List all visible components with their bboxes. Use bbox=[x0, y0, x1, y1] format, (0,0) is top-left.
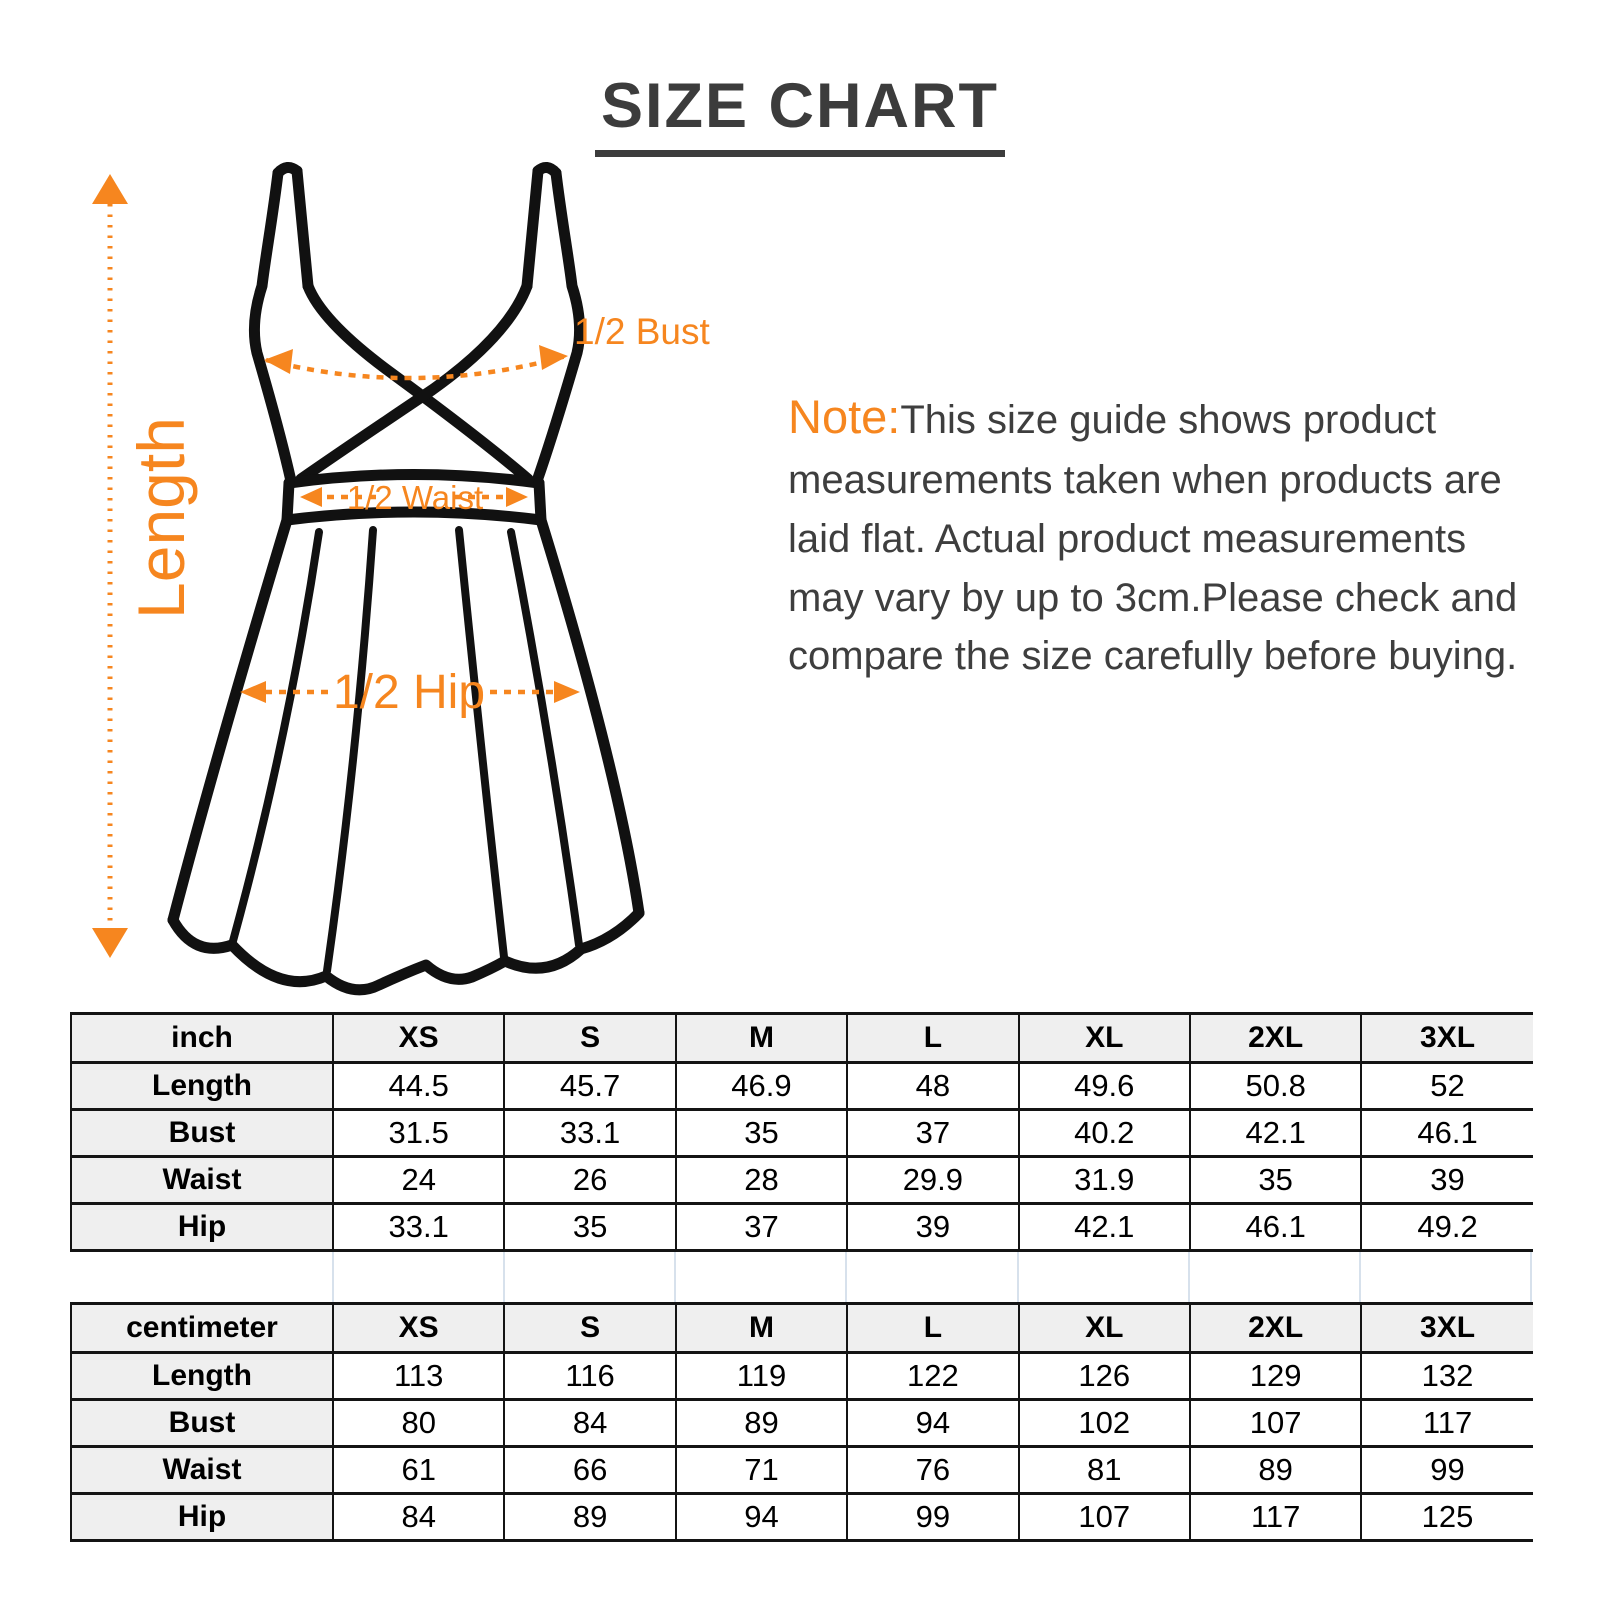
table-row bbox=[71, 1353, 1533, 1400]
value-cell: 40.2 bbox=[1019, 1110, 1190, 1157]
table-row bbox=[71, 1400, 1533, 1447]
row-label-cell: Hip bbox=[71, 1204, 333, 1251]
size-header-cell: M bbox=[676, 1304, 847, 1353]
value-cell: 61 bbox=[333, 1447, 504, 1494]
size-header-cell: L bbox=[847, 1014, 1018, 1063]
size-header-cell: XL bbox=[1019, 1304, 1190, 1353]
size-header-cell: L bbox=[847, 1304, 1018, 1353]
row-label-cell: Length bbox=[71, 1353, 333, 1400]
value-cell: 28 bbox=[676, 1157, 847, 1204]
value-cell: 35 bbox=[504, 1204, 675, 1251]
size-header-cell: XS bbox=[333, 1304, 504, 1353]
value-cell: 46.1 bbox=[1361, 1110, 1532, 1157]
value-cell: 48 bbox=[847, 1063, 1018, 1110]
value-cell: 122 bbox=[847, 1353, 1018, 1400]
value-cell: 119 bbox=[676, 1353, 847, 1400]
gap-column-line bbox=[674, 1252, 845, 1302]
value-cell: 42.1 bbox=[1019, 1204, 1190, 1251]
gap-column-line bbox=[845, 1252, 1016, 1302]
value-cell: 81 bbox=[1019, 1447, 1190, 1494]
size-header-cell: M bbox=[676, 1014, 847, 1063]
waist-label: 1/2 Waist bbox=[346, 479, 484, 516]
length-label: Length bbox=[124, 417, 198, 619]
table-row bbox=[71, 1157, 1533, 1204]
value-cell: 29.9 bbox=[847, 1157, 1018, 1204]
size-header-cell: S bbox=[504, 1014, 675, 1063]
value-cell: 129 bbox=[1190, 1353, 1361, 1400]
size-table-inch bbox=[70, 1012, 1533, 1252]
dress-diagram bbox=[60, 140, 820, 1020]
value-cell: 113 bbox=[333, 1353, 504, 1400]
value-cell: 80 bbox=[333, 1400, 504, 1447]
value-cell: 33.1 bbox=[504, 1110, 675, 1157]
value-cell: 125 bbox=[1361, 1494, 1532, 1541]
value-cell: 39 bbox=[847, 1204, 1018, 1251]
value-cell: 117 bbox=[1361, 1400, 1532, 1447]
value-cell: 66 bbox=[504, 1447, 675, 1494]
value-cell: 94 bbox=[676, 1494, 847, 1541]
value-cell: 89 bbox=[504, 1494, 675, 1541]
value-cell: 99 bbox=[847, 1494, 1018, 1541]
value-cell: 89 bbox=[676, 1400, 847, 1447]
value-cell: 46.9 bbox=[676, 1063, 847, 1110]
value-cell: 45.7 bbox=[504, 1063, 675, 1110]
value-cell: 52 bbox=[1361, 1063, 1532, 1110]
value-cell: 33.1 bbox=[333, 1204, 504, 1251]
value-cell: 116 bbox=[504, 1353, 675, 1400]
value-cell: 24 bbox=[333, 1157, 504, 1204]
length-arrow bbox=[92, 174, 128, 958]
dress-outline bbox=[173, 167, 639, 989]
unit-header-cell: centimeter bbox=[71, 1304, 333, 1353]
size-header-cell: XS bbox=[333, 1014, 504, 1063]
size-header-cell: XL bbox=[1019, 1014, 1190, 1063]
value-cell: 49.6 bbox=[1019, 1063, 1190, 1110]
bust-label: 1/2 Bust bbox=[574, 311, 710, 352]
value-cell: 132 bbox=[1361, 1353, 1532, 1400]
value-cell: 46.1 bbox=[1190, 1204, 1361, 1251]
value-cell: 42.1 bbox=[1190, 1110, 1361, 1157]
size-tables bbox=[70, 1012, 1532, 1542]
row-label-cell: Bust bbox=[71, 1110, 333, 1157]
table-gap bbox=[332, 1252, 1532, 1302]
gap-column-line bbox=[1188, 1252, 1359, 1302]
value-cell: 99 bbox=[1361, 1447, 1532, 1494]
value-cell: 31.9 bbox=[1019, 1157, 1190, 1204]
row-label-cell: Waist bbox=[71, 1157, 333, 1204]
value-cell: 102 bbox=[1019, 1400, 1190, 1447]
dress-diagram-svg bbox=[60, 140, 820, 1020]
value-cell: 35 bbox=[1190, 1157, 1361, 1204]
size-header-cell: 2XL bbox=[1190, 1304, 1361, 1353]
value-cell: 37 bbox=[847, 1110, 1018, 1157]
size-header-cell: 3XL bbox=[1361, 1304, 1532, 1353]
hip-label: 1/2 Hip bbox=[332, 666, 486, 719]
hip-arrow-left bbox=[240, 681, 328, 703]
gap-column-line bbox=[332, 1252, 503, 1302]
value-cell: 37 bbox=[676, 1204, 847, 1251]
page-title: SIZE CHART bbox=[595, 70, 1005, 157]
note-prefix: Note: bbox=[788, 390, 901, 443]
value-cell: 107 bbox=[1190, 1400, 1361, 1447]
bust-arrow bbox=[264, 345, 568, 378]
table-row bbox=[71, 1204, 1533, 1251]
value-cell: 44.5 bbox=[333, 1063, 504, 1110]
value-cell: 117 bbox=[1190, 1494, 1361, 1541]
value-cell: 71 bbox=[676, 1447, 847, 1494]
table-header-row bbox=[71, 1014, 1533, 1063]
value-cell: 126 bbox=[1019, 1353, 1190, 1400]
value-cell: 89 bbox=[1190, 1447, 1361, 1494]
gap-column-line bbox=[1359, 1252, 1532, 1302]
row-label-cell: Length bbox=[71, 1063, 333, 1110]
table-row bbox=[71, 1110, 1533, 1157]
size-header-cell: 3XL bbox=[1361, 1014, 1532, 1063]
value-cell: 76 bbox=[847, 1447, 1018, 1494]
unit-header-cell: inch bbox=[71, 1014, 333, 1063]
gap-column-line bbox=[503, 1252, 674, 1302]
value-cell: 35 bbox=[676, 1110, 847, 1157]
size-header-cell: 2XL bbox=[1190, 1014, 1361, 1063]
table-header-row bbox=[71, 1304, 1533, 1353]
value-cell: 84 bbox=[504, 1400, 675, 1447]
value-cell: 26 bbox=[504, 1157, 675, 1204]
value-cell: 39 bbox=[1361, 1157, 1532, 1204]
note-body: This size guide shows product measurements taken when products are laid flat. Actual product measurements may vary by up to 3cm.Please check and compare the size carefully before buying. bbox=[788, 398, 1518, 679]
table-row bbox=[71, 1447, 1533, 1494]
row-label-cell: Hip bbox=[71, 1494, 333, 1541]
row-label-cell: Bust bbox=[71, 1400, 333, 1447]
value-cell: 49.2 bbox=[1361, 1204, 1532, 1251]
size-table-cm bbox=[70, 1302, 1533, 1542]
row-label-cell: Waist bbox=[71, 1447, 333, 1494]
size-header-cell: S bbox=[504, 1304, 675, 1353]
value-cell: 84 bbox=[333, 1494, 504, 1541]
table-row bbox=[71, 1063, 1533, 1110]
value-cell: 107 bbox=[1019, 1494, 1190, 1541]
note-text bbox=[788, 382, 1532, 686]
gap-column-line bbox=[1017, 1252, 1188, 1302]
value-cell: 50.8 bbox=[1190, 1063, 1361, 1110]
table-row bbox=[71, 1494, 1533, 1541]
value-cell: 31.5 bbox=[333, 1110, 504, 1157]
value-cell: 94 bbox=[847, 1400, 1018, 1447]
